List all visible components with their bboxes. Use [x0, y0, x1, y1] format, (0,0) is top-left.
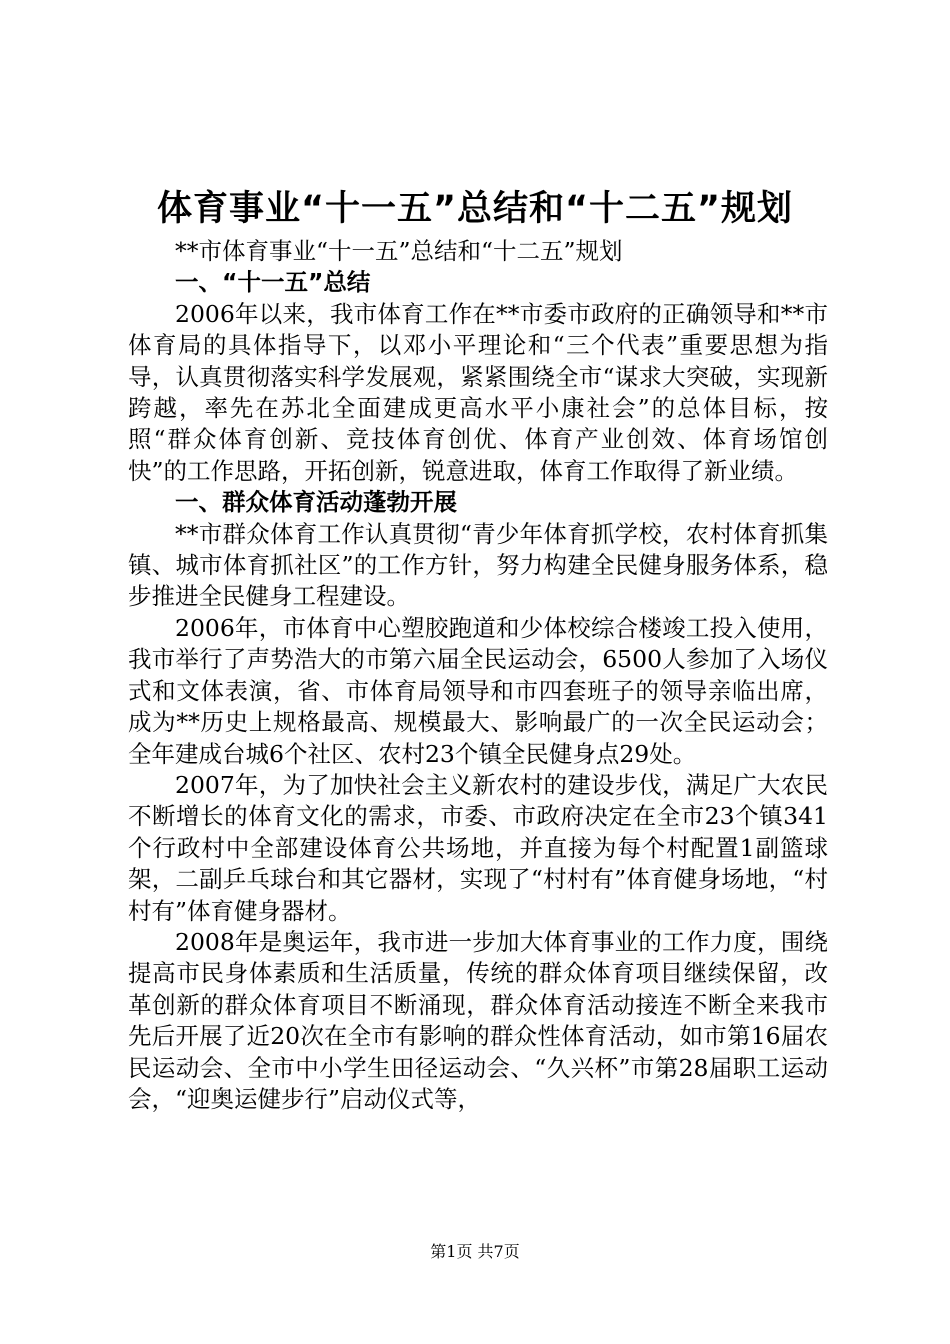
body-paragraph: 2006年，市体育中心塑胶跑道和少体校综合楼竣工投入使用，我市举行了声势浩大的市第六届全民运动会，6500人参加了入场仪式和文体表演，省、市体育局领导和市四套班子的领导亲临出席，成为**历史上规格最高、规模最大、影响最广的一次全民运动会；全年建成台城6个社区、农村23个镇全民健身点29处。 — [128, 613, 828, 768]
body-paragraph: 2007年，为了加快社会主义新农村的建设步伐，满足广大农民不断增长的体育文化的需求，市委、市政府决定在全市23个镇341个行政村中全部建设体育公共场地，并直接为每个村配置1副篮球架，二副乒乓球台和其它器材，实现了“村村有”体育健身场地，“村村有”体育健身器材。 — [128, 770, 828, 925]
body-paragraph: 2006年以来，我市体育工作在**市委市政府的正确领导和**市体育局的具体指导下，以邓小平理论和“三个代表”重要思想为指导，认真贯彻落实科学发展观，紧紧围绕全市“谋求大突破，实现新跨越，率先在苏北全面建成更高水平小康社会”的总体目标，按照“群众体育创新、竞技体育创优、体育产业创效、体育场馆创快”的工作思路，开拓创新，锐意进取，体育工作取得了新业绩。 — [128, 299, 828, 485]
subtitle-paragraph: **市体育事业“十一五”总结和“十二五”规划 — [175, 237, 623, 265]
document-title: 体育事业“十一五”总结和“十二五”规划 — [156, 189, 793, 229]
section-heading: 一、群众体育活动蓬勃开展 — [175, 488, 457, 517]
body-paragraph: 2008年是奥运年，我市进一步加大体育事业的工作力度，围绕提高市民身体素质和生活质量，传统的群众体育项目继续保留，改革创新的群众体育项目不断涌现，群众体育活动接连不断全来我市先后开展了近20次在全市有影响的群众性体育活动，如市第16届农民运动会、全市中小学生田径运动会、“久兴杯”市第28届职工运动会，“迎奥运健步行”启动仪式等， — [128, 927, 828, 1113]
page-number: 第1页 共7页 — [430, 1242, 520, 1261]
body-paragraph: **市群众体育工作认真贯彻“青少年体育抓学校，农村体育抓集镇、城市体育抓社区”的工作方针，努力构建全民健身服务体系，稳步推进全民健身工程建设。 — [128, 519, 828, 611]
section-heading: 一、“十一五”总结 — [175, 268, 371, 297]
document-body — [128, 236, 828, 1115]
